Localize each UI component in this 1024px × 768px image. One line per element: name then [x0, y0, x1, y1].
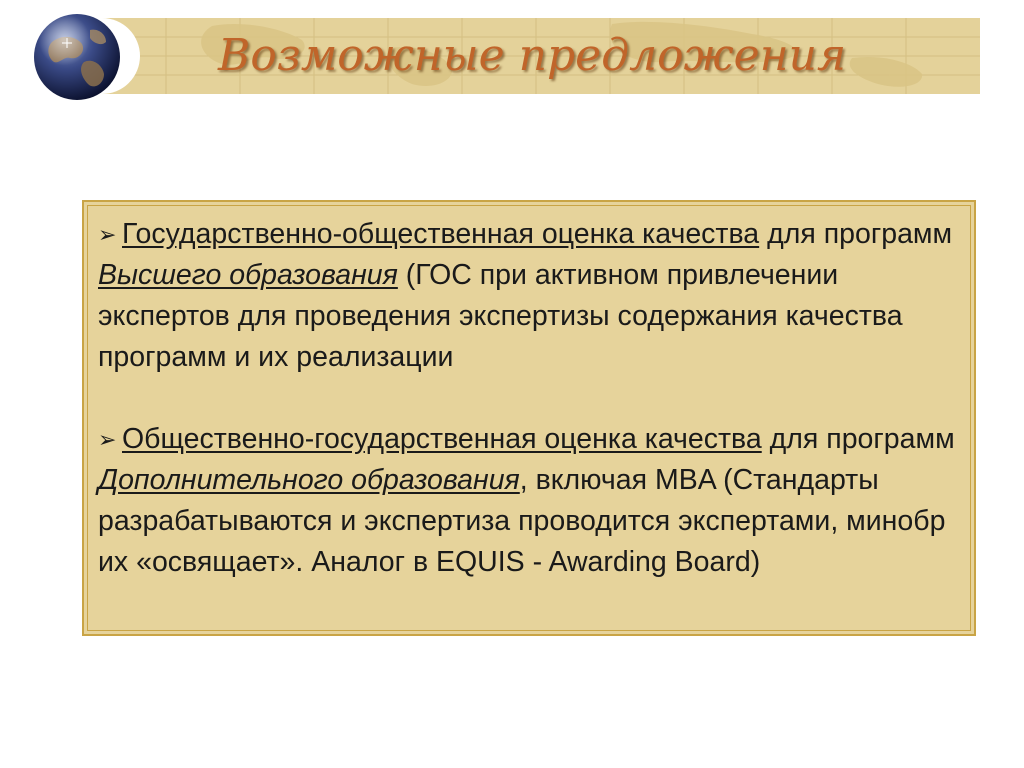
- slide-title: Возможные предложения: [218, 30, 847, 81]
- arrowhead-bullet-icon: ➢: [98, 427, 117, 452]
- item-text: , включая MBA (Стандарты разрабатываются и экспертиза проводится экспертами, минобр их «освящает». Аналог в EQUIS - Awarding Board): [98, 464, 946, 578]
- item-text: для программ: [761, 423, 955, 455]
- item-text: (ГОС при активном привлечении экспертов для проведения экспертизы содержания качества программ и их реализации: [98, 259, 903, 373]
- item-lead: Общественно-государственная оценка качества: [122, 423, 762, 455]
- item-emphasis: Высшего образования: [98, 259, 398, 291]
- item-lead: Государственно-общественная оценка качества: [122, 218, 760, 250]
- content-box: [82, 200, 976, 636]
- globe-icon: [32, 12, 122, 102]
- list-item: [98, 419, 960, 583]
- arrowhead-bullet-icon: ➢: [98, 222, 117, 247]
- item-emphasis: Дополнительного образования: [98, 464, 520, 496]
- list-item: [98, 214, 960, 378]
- item-text: для программ: [759, 218, 953, 250]
